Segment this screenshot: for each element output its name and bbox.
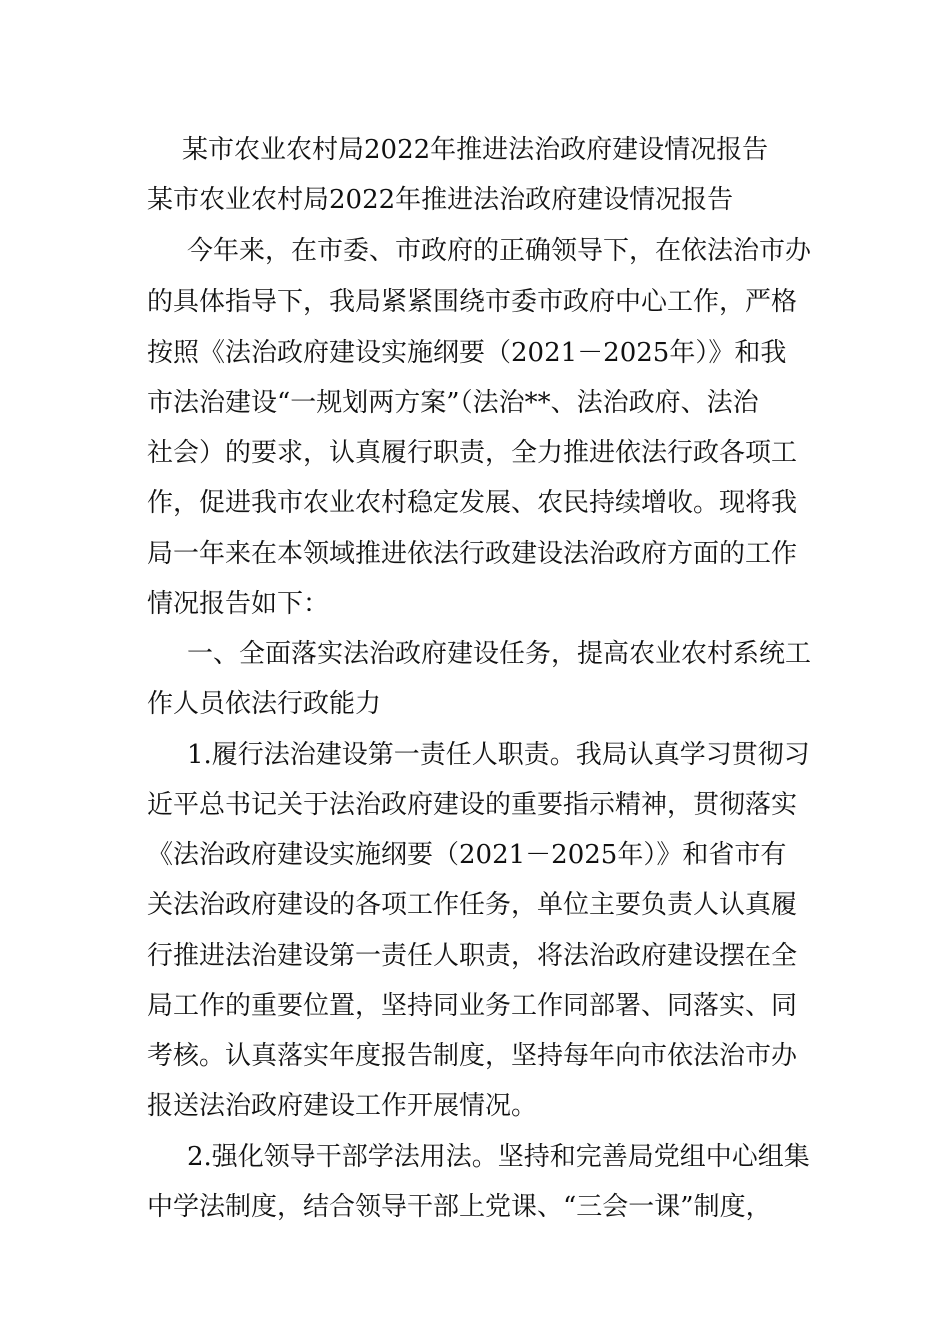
body-line: 2.强化领导干部学法用法。坚持和完善局党组中心组集 <box>187 1142 810 1172</box>
body-line: 今年来，在市委、市政府的正确领导下，在依法治市办 <box>187 236 812 266</box>
document-subtitle: 某市农业农村局2022年推进法治政府建设情况报告 <box>147 185 734 215</box>
body-line: 局工作的重要位置，坚持同业务工作同部署、同落实、同 <box>147 991 798 1021</box>
body-line: 按照《法治政府建设实施纲要（2021－2025年）》和我 <box>147 338 787 368</box>
body-line: 作，促进我市农业农村稳定发展、农民持续增收。现将我 <box>147 488 798 518</box>
body-line: 关法治政府建设的各项工作任务，单位主要负责人认真履 <box>147 890 798 920</box>
body-line: 的具体指导下，我局紧紧围绕市委市政府中心工作，严格 <box>147 287 798 317</box>
body-line: 近平总书记关于法治政府建设的重要指示精神，贯彻落实 <box>147 790 798 820</box>
section-heading: 作人员依法行政能力 <box>147 689 382 719</box>
body-line: 《法治政府建设实施纲要（2021－2025年）》和省市有 <box>147 840 787 870</box>
document-title: 某市农业农村局2022年推进法治政府建设情况报告 <box>182 135 769 165</box>
body-line: 社会）的要求，认真履行职责，全力推进依法行政各项工 <box>147 438 798 468</box>
body-line: 1.履行法治建设第一责任人职责。我局认真学习贯彻习 <box>187 740 810 770</box>
body-line: 报送法治政府建设工作开展情况。 <box>147 1091 538 1121</box>
body-line: 中学法制度，结合领导干部上党课、“三会一课”制度， <box>147 1192 772 1222</box>
section-heading: 一、全面落实法治政府建设任务，提高农业农村系统工 <box>187 639 812 669</box>
body-line: 市法治建设“一规划两方案”（法治**、法治政府、法治 <box>147 388 759 418</box>
body-line: 行推进法治建设第一责任人职责，将法治政府建设摆在全 <box>147 941 798 971</box>
body-line: 情况报告如下： <box>147 589 330 619</box>
body-line: 考核。认真落实年度报告制度，坚持每年向市依法治市办 <box>147 1041 798 1071</box>
body-line: 局一年来在本领域推进依法行政建设法治政府方面的工作 <box>147 539 798 569</box>
